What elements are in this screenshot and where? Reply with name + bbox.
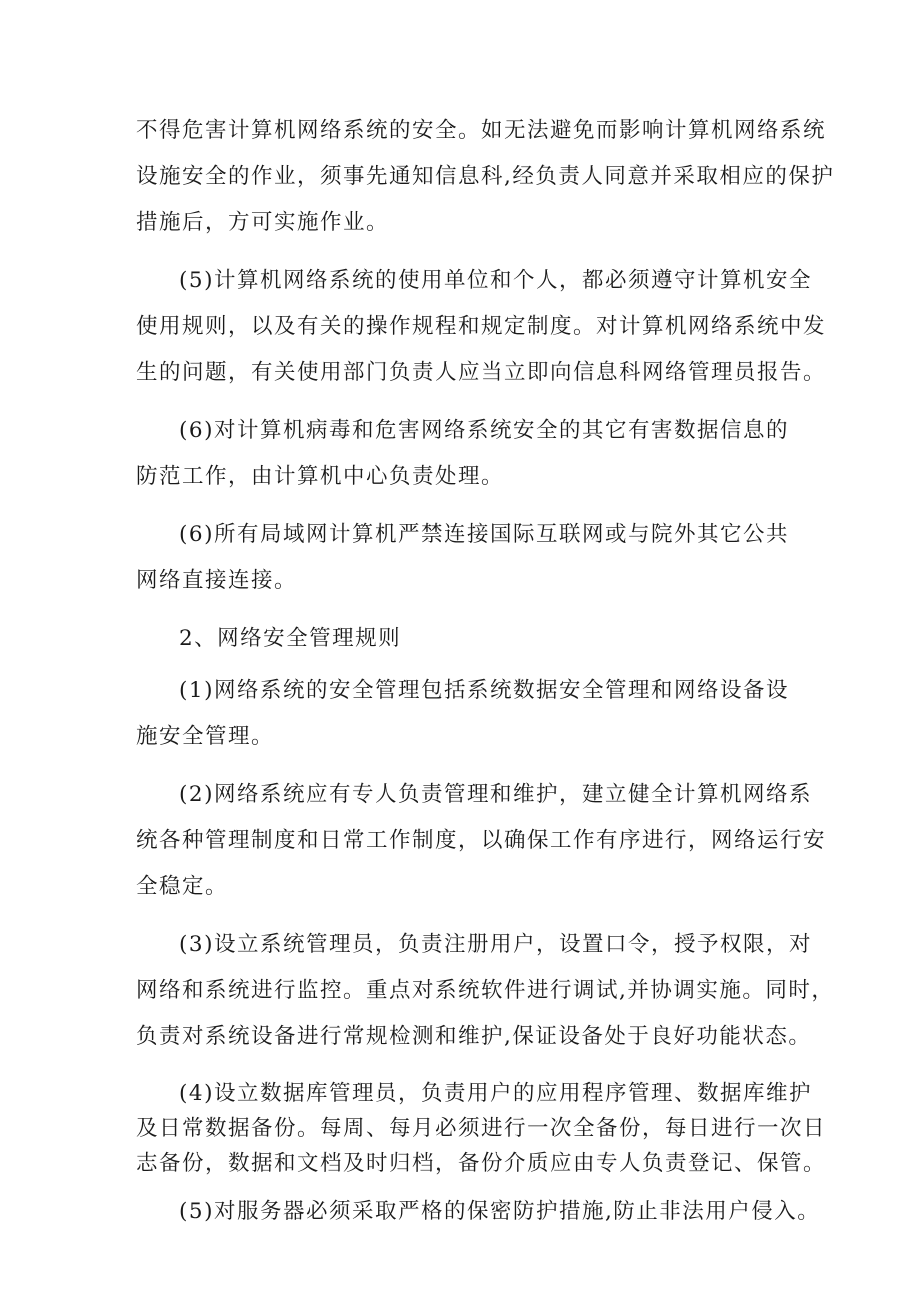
text-line: 措施后，方可实施作业。 (136, 210, 390, 235)
text-line: 施安全管理。 (136, 724, 275, 749)
text-line: (2)网络系统应有专人负责管理和维护，建立健全计算机网络系 (179, 782, 812, 807)
paragraph-item-5-usage (136, 258, 827, 396)
text-line: (5)计算机网络系统的使用单位和个人，都必须遵守计算机安全 (179, 268, 812, 293)
document-body (136, 108, 835, 1239)
paragraph-continuation (136, 108, 835, 246)
paragraph-item-1 (136, 668, 792, 760)
paragraph-item-3 (136, 922, 835, 1060)
text-line: (6)对计算机病毒和危害网络系统安全的其它有害数据信息的 (179, 418, 789, 443)
text-line: (1)网络系统的安全管理包括系统数据安全管理和网络设备设 (179, 678, 789, 703)
paragraph-item-6-virus (136, 408, 792, 500)
paragraph-item-4 (136, 1076, 827, 1181)
text-line: 网络直接连接。 (136, 568, 298, 593)
text-line: 网络和系统进行监控。重点对系统软件进行调试,并协调实施。同时， (136, 978, 835, 1003)
paragraph-item-5-server (136, 1189, 821, 1235)
text-line: 生的问题，有关使用部门负责人应当立即向信息科网络管理员报告。 (136, 360, 827, 385)
text-line: 统各种管理制度和日常工作制度，以确保工作有序进行，网络运行安 (136, 828, 827, 853)
text-line: 设施安全的作业，须事先通知信息科,经负责人同意并采取相应的保护 (136, 164, 835, 189)
paragraph-item-6-lan (136, 512, 792, 604)
text-line: 全稳定。 (136, 874, 229, 899)
text-line: (6)所有局域网计算机严禁连接国际互联网或与院外其它公共 (179, 522, 789, 547)
paragraph-item-2 (136, 772, 827, 910)
text-line: 及日常数据备份。每周、每月必须进行一次全备份，每日进行一次日 (136, 1116, 827, 1141)
text-line: 负责对系统设备进行常规检测和维护,保证设备处于良好功能状态。 (136, 1024, 812, 1049)
text-line: 防范工作，由计算机中心负责处理。 (136, 464, 505, 489)
text-line: 不得危害计算机网络系统的安全。如无法避免而影响计算机网络系统 (136, 118, 827, 143)
section-heading-text: 2、网络安全管理规则 (179, 626, 402, 651)
text-line: 使用规则，以及有关的操作规程和规定制度。对计算机网络系统中发 (136, 314, 827, 339)
text-line: (5)对服务器必须采取严格的保密防护措施,防止非法用户侵入。 (179, 1199, 821, 1224)
text-line: (3)设立系统管理员，负责注册用户，设置口令，授予权限，对 (179, 932, 812, 957)
text-line: (4)设立数据库管理员，负责用户的应用程序管理、数据库维护 (179, 1081, 812, 1106)
text-line: 志备份，数据和文档及时归档，备份介质应由专人负责登记、保管。 (136, 1151, 827, 1176)
section-heading (136, 616, 792, 662)
